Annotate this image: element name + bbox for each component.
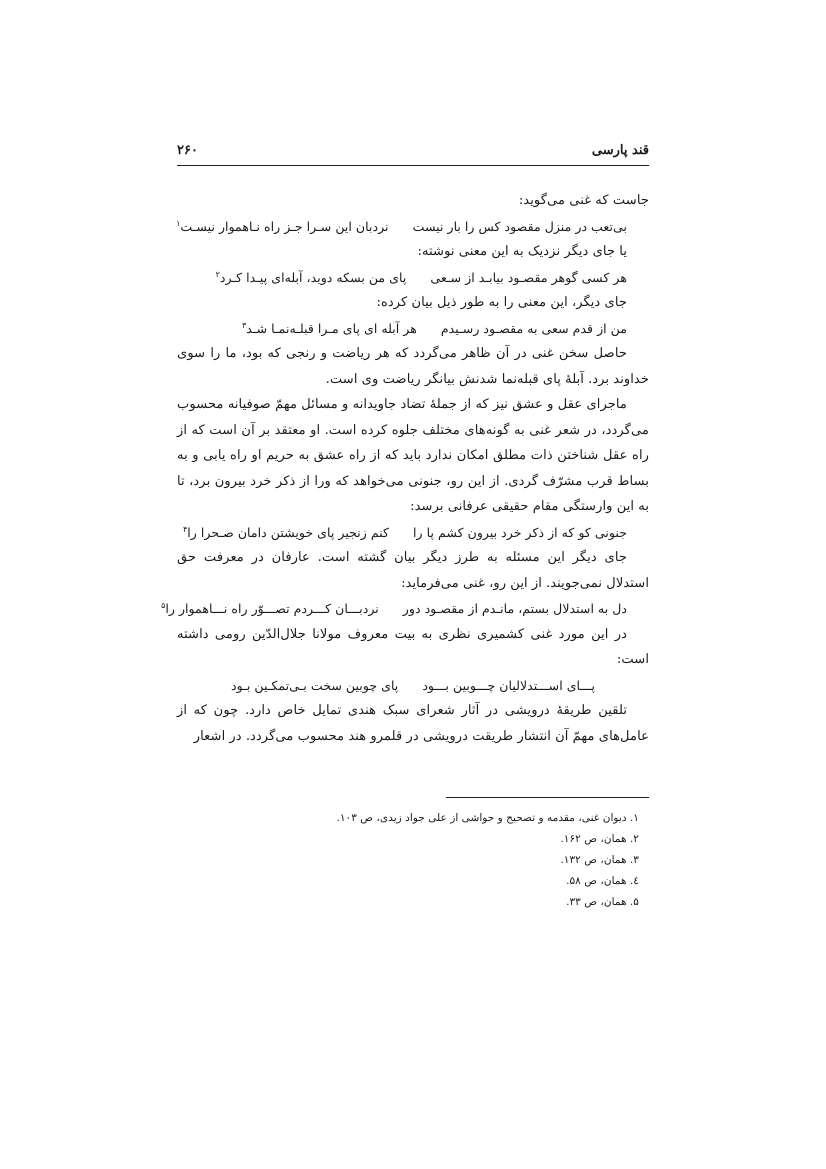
hemistich-text: نردبان این سـرا جـز راه نـاهموار نیسـت	[180, 218, 389, 234]
hemistich-second	[216, 265, 407, 291]
footnote-2: ۲. همان، ص ۱۶۲.	[560, 833, 639, 845]
verse-line	[177, 520, 649, 546]
page-header	[177, 143, 649, 166]
paragraph: حاصل سخن غنی در آن ظاهر می‌گردد که هر ریاضت و رنجی که بود، ما را سوی خداوند برد. آبلۀ پای قبله‌نما شدنش بیانگر ریاضت وی است.	[177, 346, 649, 387]
footnote-5: ۵. همان، ص ۳۳.	[566, 896, 639, 908]
paragraph: یا جای دیگر نزدیک به این معنی نوشته:	[417, 244, 627, 259]
running-title: قند پارسی	[591, 143, 649, 158]
footnote-marker: ۴	[182, 524, 188, 534]
hemistich-second	[176, 214, 389, 240]
hemistich-text: کنم زنجیر پای خویشتن دامان صـحرا را	[187, 524, 390, 540]
footnote-4: ٤. همان، ص ۵۸.	[566, 875, 639, 887]
paragraph: جای دیگر، این معنی را به طور ذیل بیان کرده:	[376, 295, 627, 310]
hemistich-first: هر کسی گوهر مقصـود بیابـد از سـعی	[430, 269, 627, 285]
hemistich-second	[161, 596, 379, 622]
paragraph: جاست که غنی می‌گوید:	[518, 193, 649, 208]
footnote-divider	[446, 797, 649, 798]
footnote-3: ۳. همان، ص ۱۳۲.	[560, 854, 639, 866]
footnote-marker: ۱	[176, 218, 181, 228]
hemistich-text: نردبـــان کـــردم تصـــوّر راه نـــاهموار را	[165, 601, 379, 616]
hemistich-text: هر آبله ای پای مـرا قبلـه‌نمـا شـد	[246, 320, 417, 336]
hemistich-second	[183, 520, 389, 546]
main-text	[161, 188, 649, 749]
hemistich-second	[242, 316, 417, 342]
hemistich-first: دل به استدلال بستم، مانـدم از مقصـود دور	[402, 601, 627, 616]
footnote-1: ۱. دیوان غنی، مقدمه و تصحیح و حواشی از علی جواد زیدی، ص ۱۰۳.	[336, 812, 639, 824]
footnote-marker: ۵	[161, 600, 166, 610]
verse-line	[177, 673, 649, 699]
paragraph: تلقین طریقۀ درویشی در آثار شعرای سبک هندی تمایل خاص دارد. چون که از عامل‌های مهمّ آن انتشار طریقت درویشی در قلمرو هند محسوب می‌گردد. در اشعار	[177, 703, 649, 744]
verse-line	[177, 316, 649, 342]
hemistich-first: پـــای اســـتدلالیان چـــوبین بـــود	[422, 677, 595, 693]
paragraph: در این مورد غنی کشمیری نظری به بیت معروف مولانا جلال‌الدّین رومی داشته است:	[177, 626, 649, 667]
footnotes	[177, 808, 649, 913]
footnote-marker: ۲	[215, 269, 220, 279]
paragraph: ماجرای عقل و عشق نیز که از جملۀ تضاد جاویدانه و مسائل مهمّ صوفیانه محسوب می‌گردد، در شعر غنی به گونه‌های مختلف جلوه کرده است. او معتقد بر آن است که از راه عقل شناختن ذات مطلق امکان ندارد باید که از راه عشق به حریم او راه یابی و به بساط قرب مشرّف گردی. از این رو، جنونی می‌خواهد که ورا از ذکر خرد بیرون برد، تا به این وارستگی مقام حقیقی عرفانی برسد:	[177, 397, 649, 514]
verse-line	[177, 265, 649, 291]
hemistich-text: پای من بسکه دوید، آبله‌ای پیـدا کـرد	[219, 269, 407, 285]
page-number: ۲۶۰	[177, 143, 198, 158]
verse-line	[177, 214, 649, 240]
hemistich-first: من از قدم سعی به مقصـود رسـیدم	[440, 320, 627, 336]
hemistich-first: بی‌تعب در منزل مقصود کس را بار نیست	[412, 218, 627, 234]
hemistich-first: جنونی کو که از ذکر خرد بیرون کشم پا را	[413, 524, 627, 540]
paragraph: جای دیگر این مسئله به طرز دیگر بیان گشته است. عارفان در معرفت حق استدلال نمی‌جویند. از این رو، غنی می‌فرماید:	[177, 550, 649, 591]
verse-line	[161, 596, 649, 622]
hemistich-second: پای چوبین سخت بـی‌تمکـین بـود	[231, 677, 399, 693]
footnote-marker: ۳	[242, 320, 247, 330]
